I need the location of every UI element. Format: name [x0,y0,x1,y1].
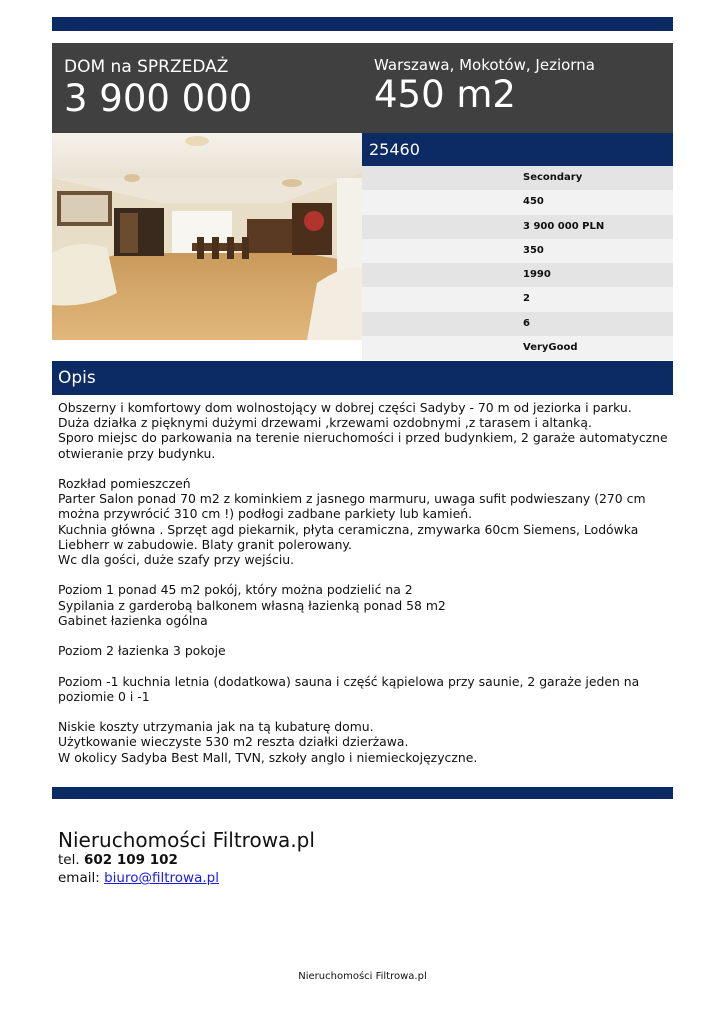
phone-line [58,851,219,869]
email-line [58,869,219,887]
description-line: Gabinet łazienka ogólna [58,612,208,628]
description-line: Niskie koszty utrzymania jak na tą kubaturę domu. [58,719,374,735]
email-label: email: [58,870,100,886]
listing-header [52,43,673,133]
living-room-photo [52,133,362,340]
listing-area: 450 m2 [374,73,516,116]
paragraph-gap [58,704,668,719]
phone-label: tel. [58,852,80,868]
paragraph-gap [58,567,668,582]
description-line: Poziom 2 łazienka 3 pokoje [58,643,226,659]
description-line: poziomie 0 i -1 [58,688,150,704]
description-line: Rozkład pomieszczeń [58,476,191,491]
paragraph-gap [58,658,668,673]
description-line: W okolicy Sadyba Best Mall, TVN, szkoły anglo i niemieckojęzyczne. [58,749,478,765]
description-line: Kuchnia główna . Sprzęt agd piekarnik, płyta ceramiczna, zmywarka 60cm Siemens, Lodówka [58,521,639,537]
description-line: Wc dla gości, duże szafy przy wejściu. [58,552,295,568]
description-line: Sporo miejsc do parkowania na terenie nieruchomości i przed budynkiem, 2 garaże automatyczne [58,430,668,446]
description-line: Parter Salon ponad 70 m2 z kominkiem z jasnego marmuru, uwaga sufit podwieszany (270 cm [58,491,646,507]
description-line: można przywrócić 310 cm !) podłogi zadbane parkiety lub kamień. [58,506,473,522]
description-line: Obszerny i komfortowy dom wolnostojący w dobrej części Sadyby - 70 m od jeziorka i parku. [58,400,632,415]
spec-condition: VeryGood [362,336,673,360]
spec-area: 450 [362,190,673,214]
description-line: Liebherr w zabudowie. Blaty granit polerowany. [58,536,352,552]
spec-market: Secondary [362,166,673,190]
listing-location: Warszawa, Mokotów, Jeziorna [374,56,595,74]
bottom-accent-bar [52,787,673,799]
top-accent-bar [52,17,673,31]
email-link[interactable]: biuro@filtrowa.pl [104,870,219,886]
description-line: Poziom -1 kuchnia letnia (dodatkowa) sauna i część kąpielowa przy saunie, 2 garaże jeden na [58,673,640,689]
listing-type: DOM na SPRZEDAŻ [64,57,229,77]
specs-table [362,166,673,360]
description-line: otwieranie przy budynku. [58,445,216,461]
property-photo [52,133,362,340]
description-line: Sypilania z garderobą balkonem własną łazienką ponad 58 m2 [58,597,446,613]
listing-price: 3 900 000 [64,77,253,120]
description-line: Poziom 1 ponad 45 m2 pokój, który można podzielić na 2 [58,582,413,598]
page-footer: Nieruchomości Filtrowa.pl [298,971,427,982]
listing-id: 25460 [362,133,673,166]
spec-value-4: 350 [362,239,673,263]
spec-value-6: 2 [362,287,673,311]
spec-year: 1990 [362,263,673,287]
description-text [58,400,668,765]
spec-price: 3 900 000 PLN [362,215,673,239]
paragraph-gap [58,461,668,476]
phone-number: 602 109 102 [83,852,178,868]
paragraph-gap [58,628,668,643]
description-heading: Opis [52,361,673,395]
spec-value-7: 6 [362,312,673,336]
agency-contact [58,851,219,887]
description-line: Użytkowanie wieczyste 530 m2 reszta działki dzierżawa. [58,734,409,750]
agency-name: Nieruchomości Filtrowa.pl [58,828,315,852]
description-line: Duża działka z pięknymi dużymi drzewami ,krzewami ozdobnymi ,z tarasem i altanką. [58,415,592,431]
